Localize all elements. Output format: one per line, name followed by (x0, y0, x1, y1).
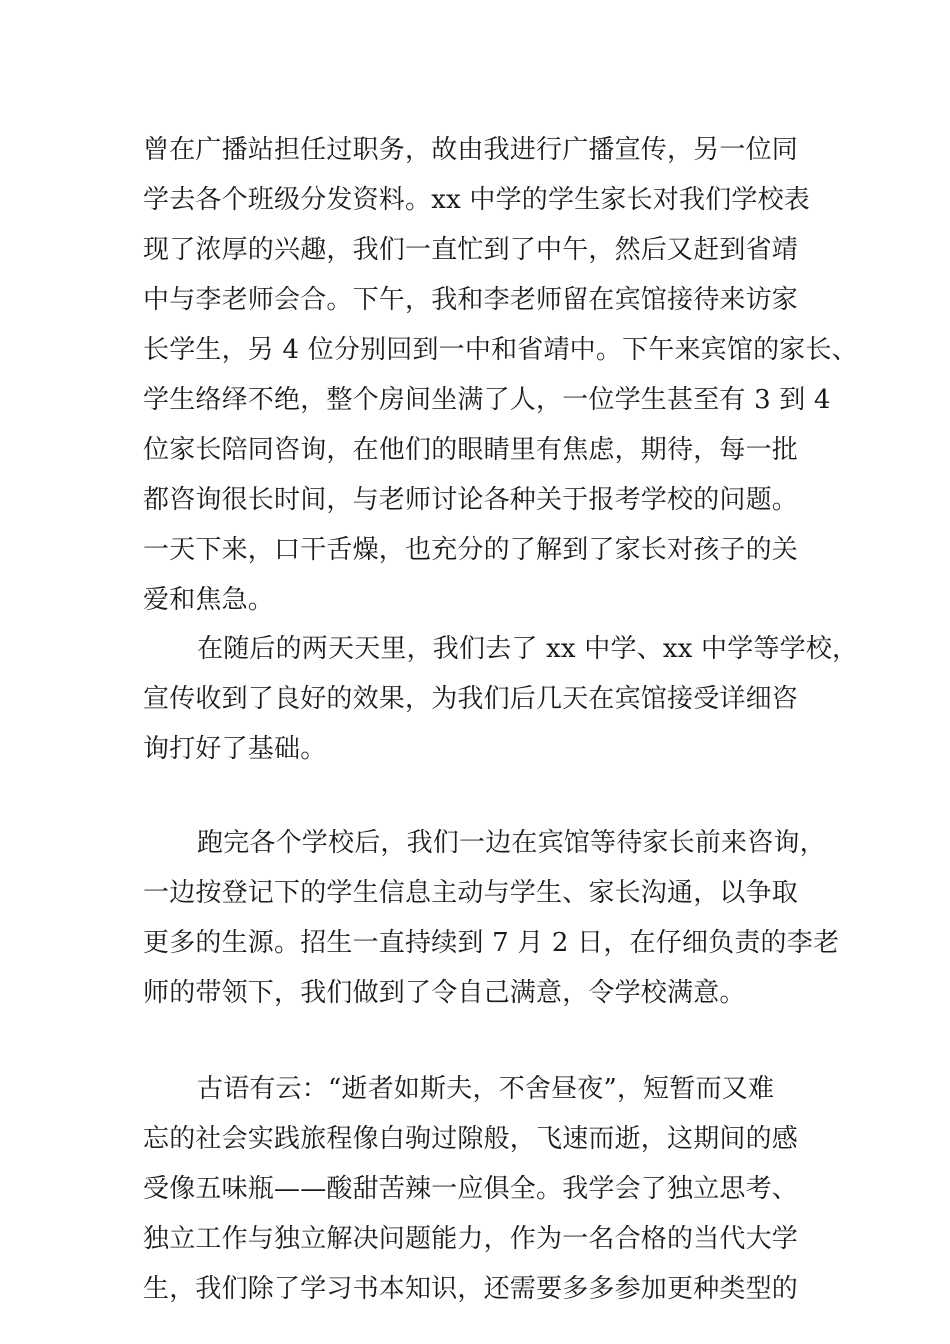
text-line: 现了浓厚的兴趣，我们一直忙到了中午，然后又赶到省靖 (143, 235, 799, 265)
text-line: 长学生，另 4 位分别回到一中和省靖中。下午来宾馆的家长、 (143, 335, 858, 365)
text-line: 忘的社会实践旅程像白驹过隙般，飞速而逝，这期间的感 (143, 1124, 799, 1154)
text-line: 爱和焦急。 (143, 585, 275, 615)
text-line: 位家长陪同咨询，在他们的眼睛里有焦虑，期待，每一批 (143, 435, 799, 465)
text-line: 师的带领下，我们做到了令自己满意，令学校满意。 (143, 978, 746, 1008)
text-line: 生，我们除了学习书本知识，还需要多多参加更种类型的 (143, 1274, 799, 1304)
text-line: 中与李老师会合。下午，我和李老师留在宾馆接待来访家 (143, 285, 799, 315)
text-line: 都咨询很长时间，与老师讨论各种关于报考学校的问题。 (143, 485, 799, 515)
paragraph-start-line: 在随后的两天天里，我们去了 xx 中学、xx 中学等学校， (197, 634, 859, 664)
paragraph-start-line: 古语有云：“逝者如斯夫，不舍昼夜”，短暂而又难 (197, 1074, 775, 1104)
text-line: 更多的生源。招生一直持续到 7 月 2 日，在仔细负责的李老 (143, 928, 840, 958)
text-line: 一边按登记下的学生信息主动与学生、家长沟通，以争取 (143, 878, 799, 908)
text-line: 独立工作与独立解决问题能力，作为一名合格的当代大学 (143, 1224, 799, 1254)
text-line: 宣传收到了良好的效果，为我们后几天在宾馆接受详细咨 (143, 684, 799, 714)
text-line: 询打好了基础。 (143, 734, 327, 764)
text-line: 学生络绎不绝，整个房间坐满了人，一位学生甚至有 3 到 4 (143, 385, 831, 415)
paragraph-start-line: 跑完各个学校后，我们一边在宾馆等待家长前来咨询， (197, 828, 826, 858)
text-line: 曾在广播站担任过职务，故由我进行广播宣传，另一位同 (143, 135, 799, 165)
text-line: 学去各个班级分发资料。xx 中学的学生家长对我们学校表 (143, 185, 810, 215)
text-line: 受像五味瓶——酸甜苦辣一应俱全。我学会了独立思考、 (143, 1174, 799, 1204)
text-line: 一天下来，口干舌燥，也充分的了解到了家长对孩子的关 (143, 535, 799, 565)
